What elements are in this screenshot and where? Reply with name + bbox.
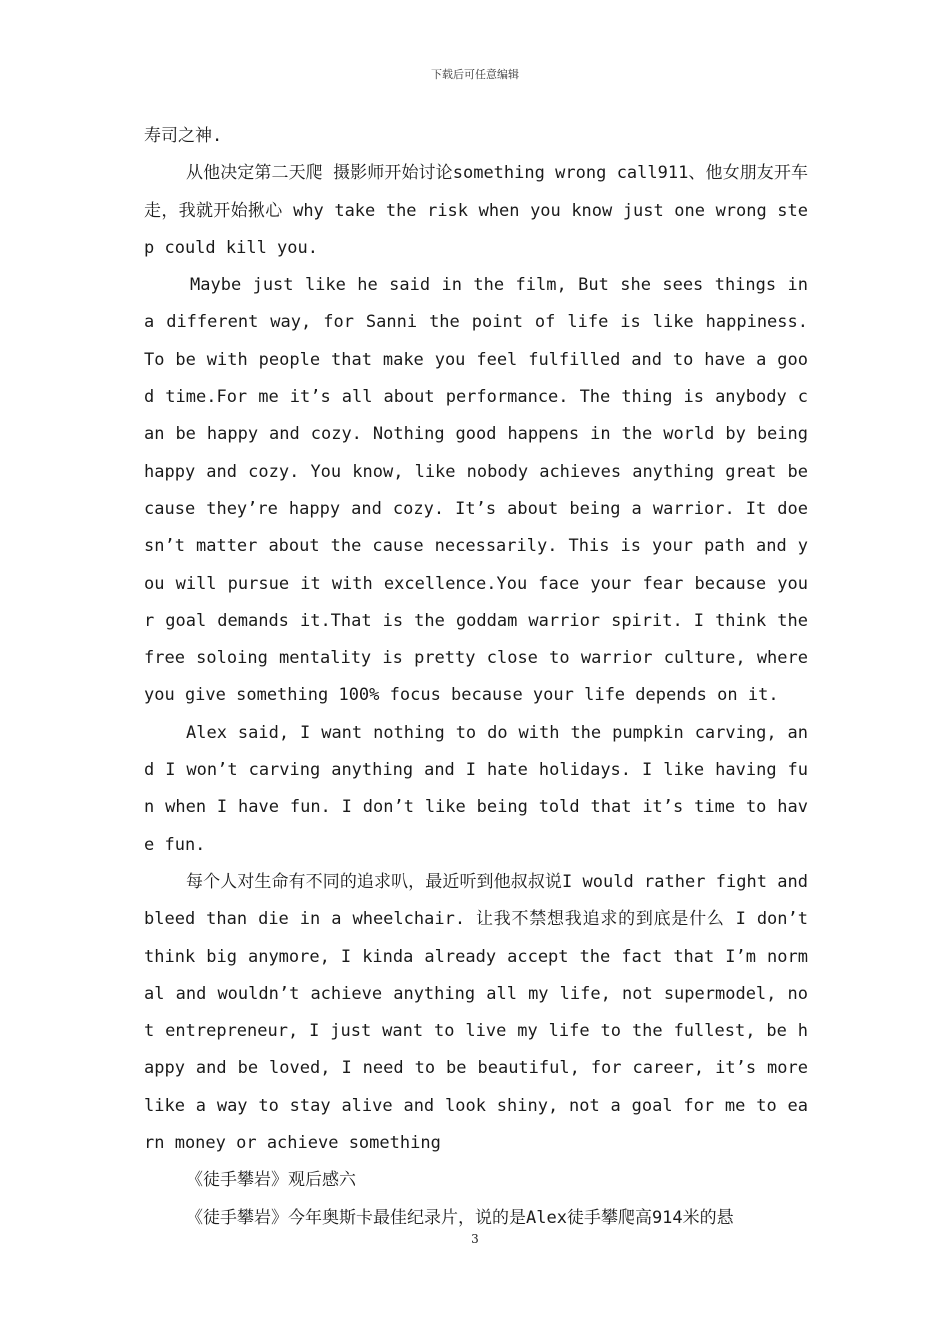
page-header: 下载后可任意编辑 xyxy=(431,68,519,81)
paragraph-alex-holidays: Alex said, I want nothing to do with the pumpkin carving, and I won’t carving anything and I hate holidays. I like having fun when I have fun. I don’t like being told that it’s time to have fun. xyxy=(144,722,808,855)
section-heading-review-six: 《徒手攀岩》观后感六 xyxy=(186,1170,356,1191)
paragraph-warrior-spirit: Maybe just like he said in the film, But she sees things in a different way, for Sanni the point of life is like happiness. To be with people that make you feel fulfilled and to have a good time.For me it’s all about performance. The thing is anybody can be happy and cozy. Nothing good happens in the world by being happy and cozy. You know, like nobody achieves anything great because they’re happy and cozy. It’s about being a warrior. It doesn’t matter about the cause necessarily. This is your path and you will pursue it with excellence.You face your fear because your goal demands it.That is the goddam warrior spirit. I think the free soloing mentality is pretty close to warrior culture, where you give something 100% focus because your life depends on it. xyxy=(144,275,819,706)
paragraph-sushi: 寿司之神. xyxy=(144,126,223,146)
page-number: 3 xyxy=(471,1232,479,1246)
paragraph-life-pursuit: 每个人对生命有不同的追求叭，最近听到他叔叔说I would rather fight and bleed than die in a wheelchair. 让我不禁想我追求的到底是什么 I don’t think big anymore, I kinda already accept the fact that I’m normal and wouldn’t achieve anything all my life, not supermodel, not entrepreneur, I just want to live my life to the fullest, be happy and be loved, I need to be beautiful, for career, it’s more like a way to stay alive and look shiny, not a goal for me to earn money or achieve something xyxy=(144,871,819,1154)
paragraph-oscar-documentary: 《徒手攀岩》今年奥斯卡最佳纪录片，说的是Alex徒手攀爬高914米的悬 xyxy=(186,1207,734,1228)
paragraph-climb-decision: 从他决定第二天爬 摄影师开始讨论something wrong call911、他女朋友开车走，我就开始揪心 why take the risk when you know just one wrong step could kill you. xyxy=(144,163,808,258)
document-body xyxy=(144,118,819,1237)
